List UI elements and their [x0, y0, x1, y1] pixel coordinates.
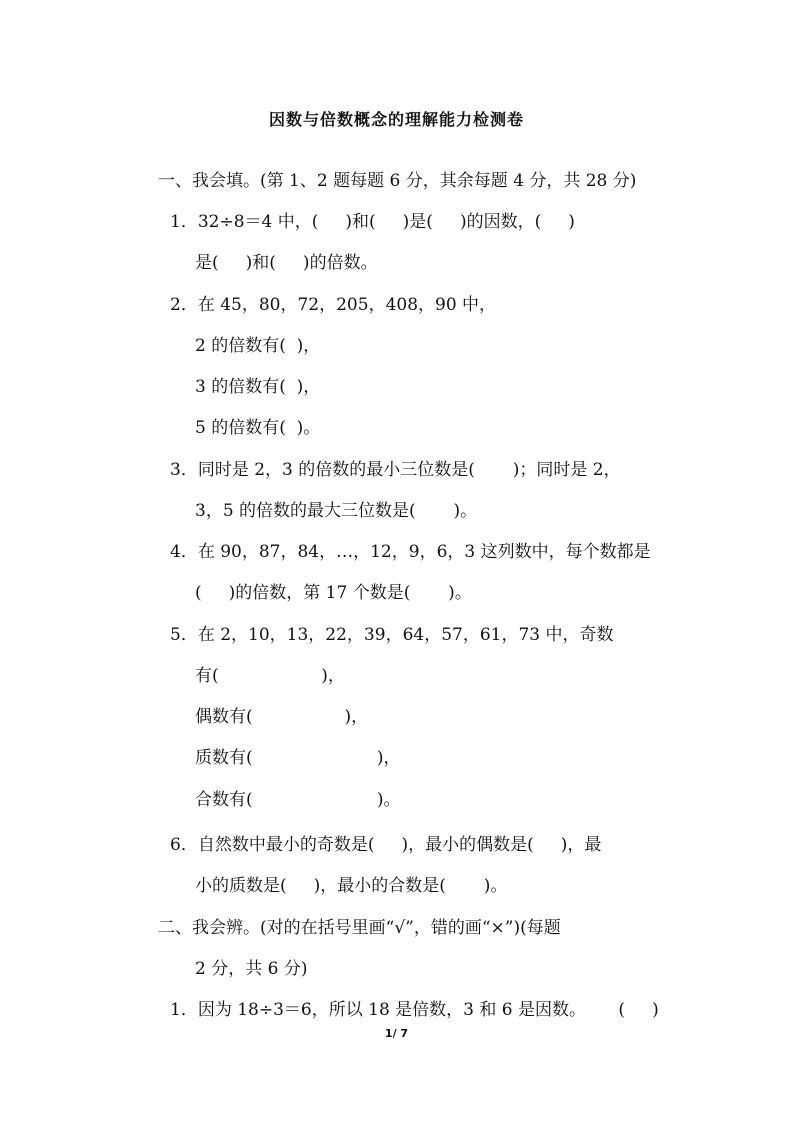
question-5-prime: 质数有( )，	[195, 748, 401, 768]
question-2-part-b: 3 的倍数有( )，	[195, 377, 321, 397]
question-5-odd: 有( )，	[195, 666, 345, 686]
question-6-cont: 小的质数是( )，最小的合数是( )。	[195, 876, 508, 896]
page-title: 因数与倍数概念的理解能力检测卷	[268, 110, 524, 129]
question-2-part-a: 2 的倍数有( )，	[195, 336, 321, 356]
question-2: 2．在 45，80，72，205，408，90 中，	[170, 295, 497, 315]
question-4-cont: ( )的倍数，第 17 个数是( )。	[195, 583, 472, 603]
judge-question-1: 1．因为 18÷3＝6，所以 18 是倍数，3 和 6 是因数。 ( )	[170, 1000, 659, 1020]
question-5: 5．在 2，10，13，22，39，64，57，61，73 中，奇数	[170, 625, 614, 645]
section-1-heading: 一、我会填。(第 1、2 题每题 6 分，其余每题 4 分，共 28 分)	[158, 171, 637, 191]
section-2-heading-cont: 2 分，共 6 分)	[195, 959, 308, 979]
question-2-part-c: 5 的倍数有( )。	[195, 418, 321, 438]
section-2-heading: 二、我会辨。(对的在括号里画“√”，错的画“×”)(每题	[158, 918, 561, 938]
question-1-cont: 是( )和( )的倍数。	[195, 253, 378, 273]
question-5-composite: 合数有( )。	[195, 790, 401, 810]
question-3-cont: 3，5 的倍数的最大三位数是( )。	[195, 501, 478, 521]
page-number: 1/ 7	[384, 1027, 409, 1040]
question-5-even: 偶数有( )，	[195, 707, 369, 727]
question-1: 1．32÷8＝4 中，( )和( )是( )的因数，( )	[170, 212, 575, 232]
question-4: 4．在 90，87，84，…，12，9，6，3 这列数中，每个数都是	[170, 542, 651, 562]
question-6: 6．自然数中最小的奇数是( )，最小的偶数是( )，最	[170, 835, 602, 855]
question-3: 3．同时是 2，3 的倍数的最小三位数是( )；同时是 2，	[170, 460, 621, 480]
